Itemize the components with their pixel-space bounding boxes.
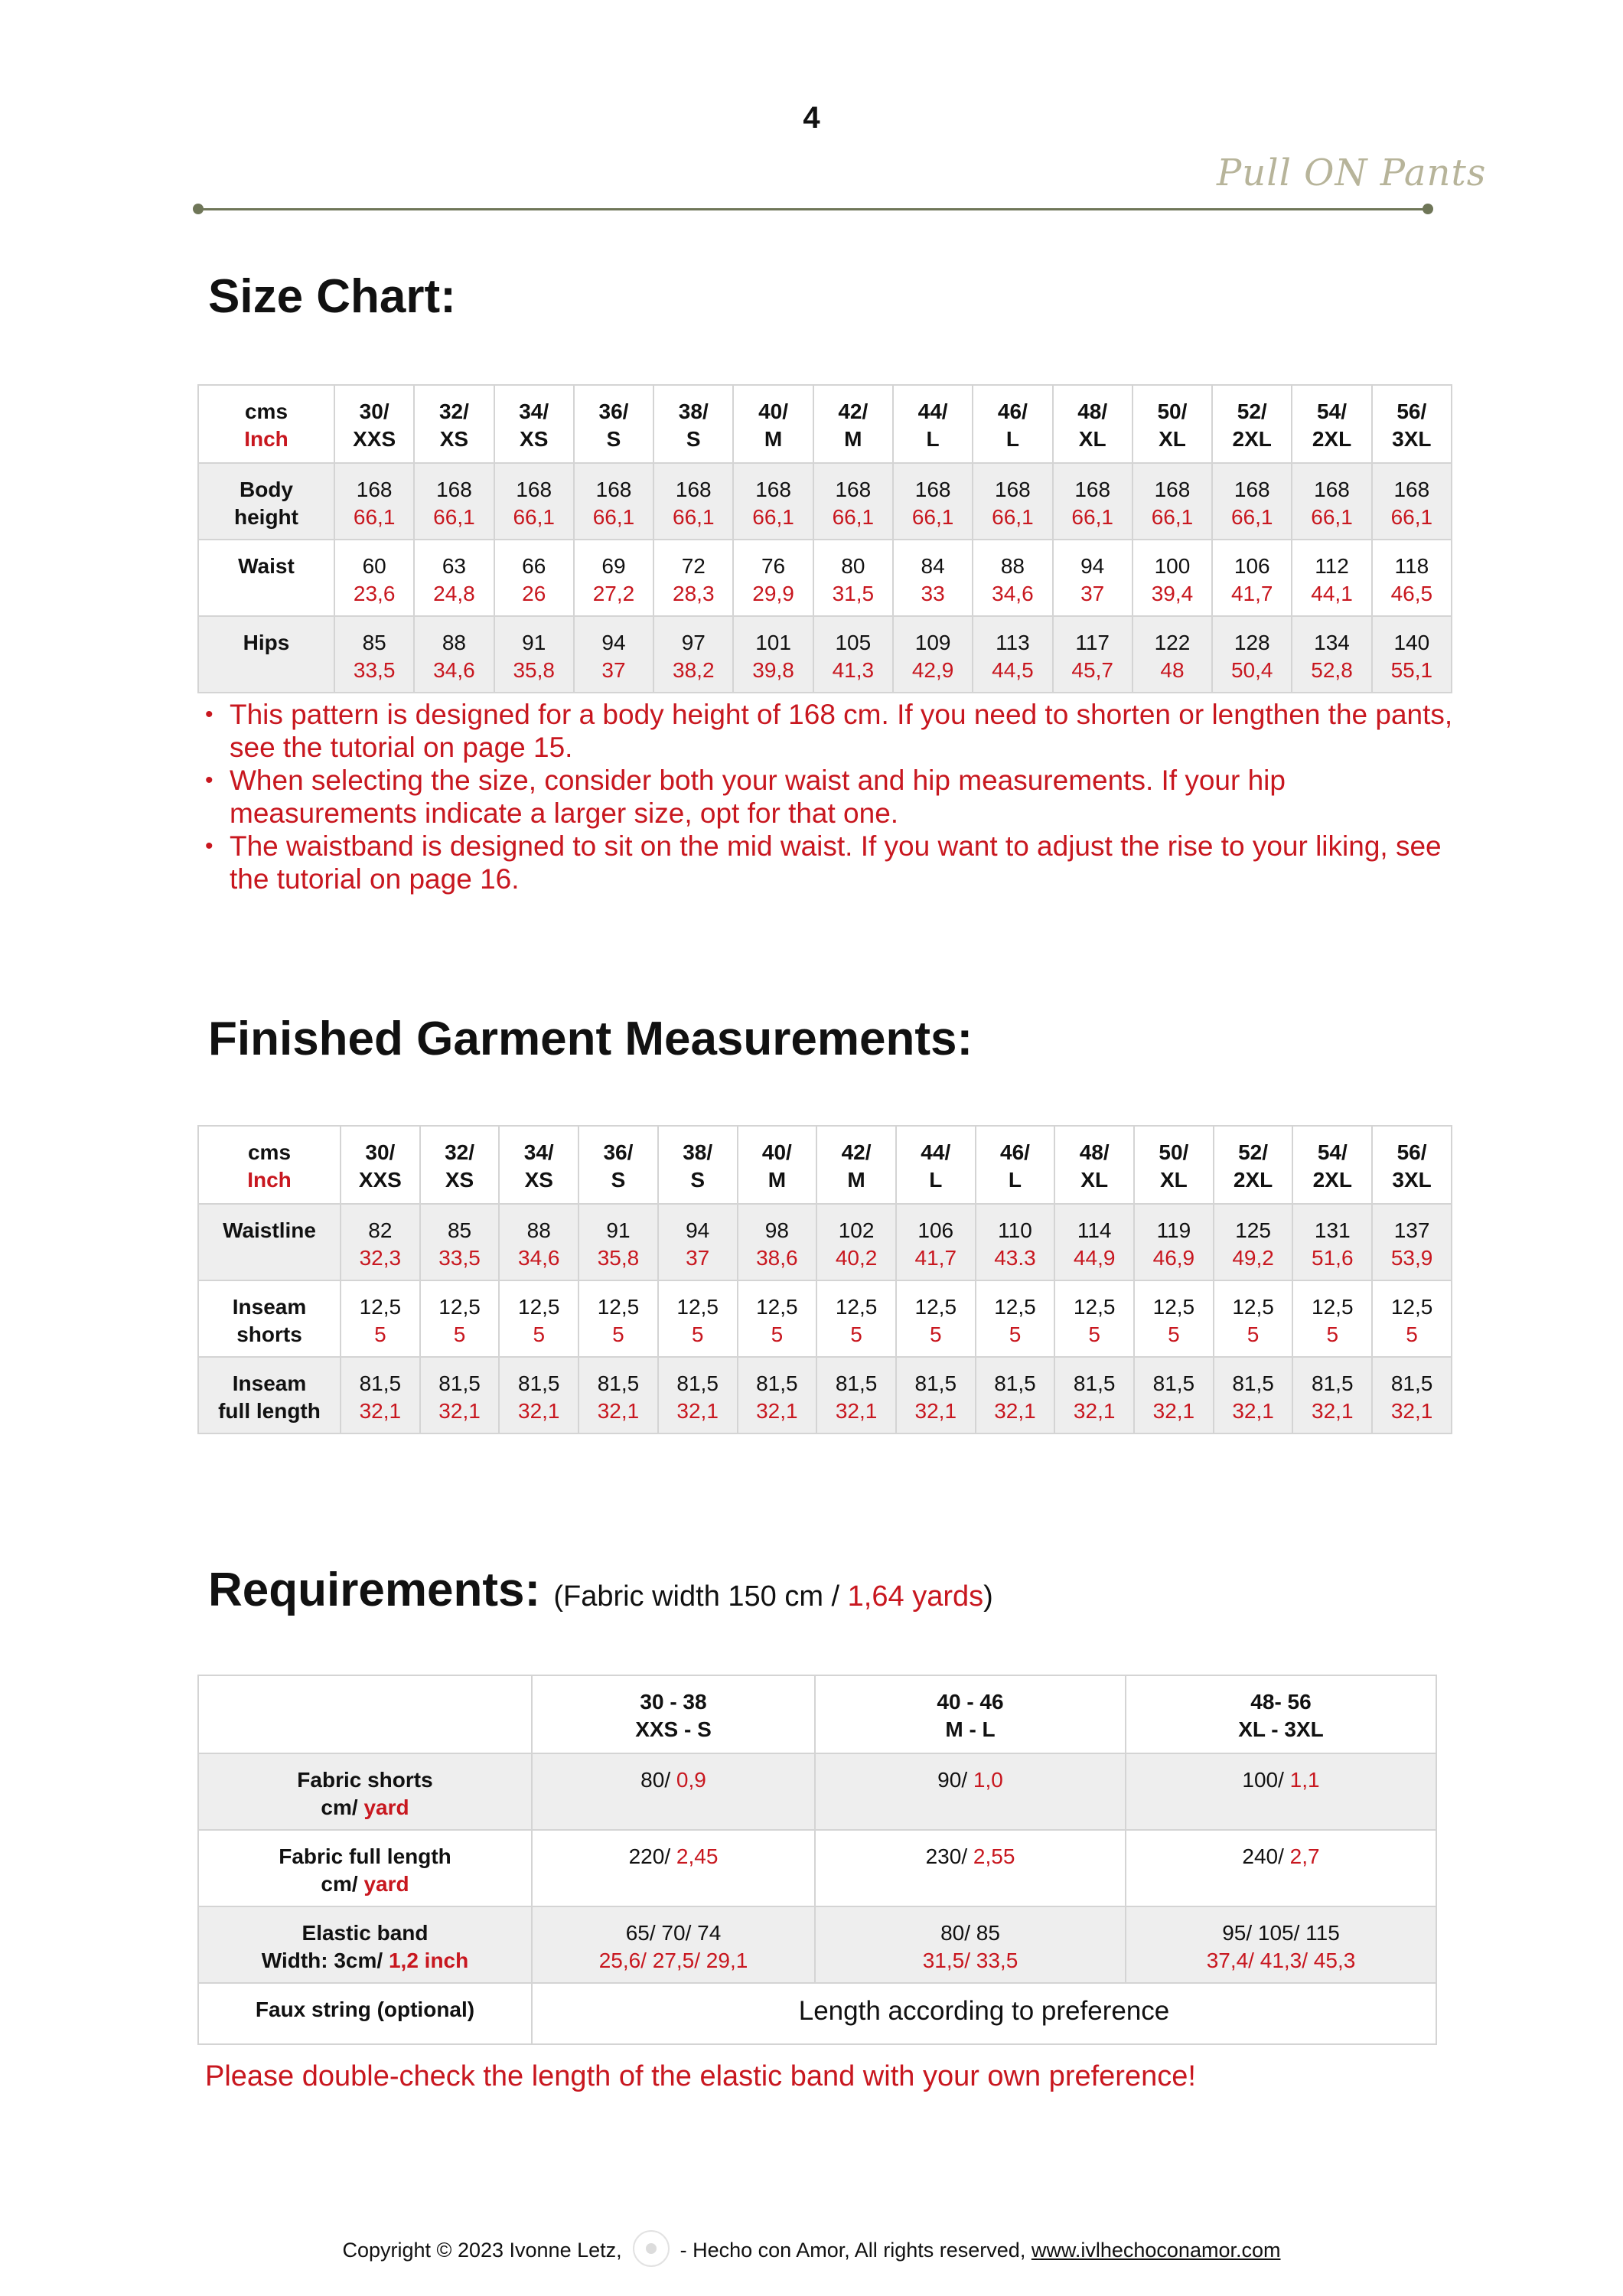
size-group-header: 30 - 38 XXS - S — [532, 1675, 815, 1753]
size-header: 54/ 2XL — [1292, 1126, 1372, 1204]
size-header: 54/ 2XL — [1292, 385, 1371, 463]
table-cell: 80/ 85 31,5/ 33,5 — [815, 1906, 1126, 1983]
measurement-cell: 12,5 5 — [1054, 1280, 1134, 1357]
fabric-shorts-row — [198, 1753, 1436, 1830]
size-header: 30/ XXS — [341, 1126, 420, 1204]
size-note: • This pattern is designed for a body height of 168 cm. If you need to shorten or lengthen the pants, see the tutorial on page 15. — [205, 698, 1460, 764]
size-header: 34/ XS — [494, 385, 574, 463]
measurement-cell: 63 24,8 — [414, 540, 494, 616]
finished-measurements-table — [197, 1125, 1452, 1434]
finished-measurements-title: Finished Garment Measurements: — [208, 1013, 973, 1065]
requirements-title — [208, 1563, 993, 1617]
measurement-cell: 12,5 5 — [420, 1280, 500, 1357]
table-cell: 220/ 2,45 — [532, 1830, 815, 1906]
divider-dot-left — [193, 204, 204, 214]
measurement-cell: 81,5 32,1 — [658, 1357, 738, 1433]
size-chart-header-row — [198, 385, 1452, 463]
size-header: 32/ XS — [420, 1126, 500, 1204]
elastic-warning: Please double-check the length of the elastic band with your own preference! — [205, 2060, 1196, 2092]
size-header: 40/ M — [738, 1126, 817, 1204]
table-cell: 80/ 0,9 — [532, 1753, 815, 1830]
size-header: 36/ S — [578, 1126, 658, 1204]
measurement-cell: 88 34,6 — [973, 540, 1052, 616]
table-cell: 230/ 2,55 — [815, 1830, 1126, 1906]
measurement-cell: 168 66,1 — [414, 463, 494, 540]
size-note: • The waistband is designed to sit on the mid waist. If you want to adjust the rise to your liking, see the tutorial on page 16. — [205, 830, 1460, 895]
measurement-cell: 81,5 32,1 — [341, 1357, 420, 1433]
measurement-cell: 80 31,5 — [813, 540, 893, 616]
row-label: Waist — [198, 540, 334, 616]
size-header: 44/ L — [896, 1126, 976, 1204]
measurement-cell: 12,5 5 — [816, 1280, 896, 1357]
measurement-cell: 168 66,1 — [733, 463, 813, 540]
size-header: 38/ S — [653, 385, 733, 463]
measurement-cell: 106 41,7 — [1212, 540, 1292, 616]
row-label: Fabric shorts cm/ yard — [198, 1753, 532, 1830]
measurement-cell: 134 52,8 — [1292, 616, 1371, 693]
row-label: Inseam shorts — [198, 1280, 341, 1357]
measurement-cell: 12,5 5 — [1292, 1280, 1372, 1357]
measurement-cell: 168 66,1 — [893, 463, 973, 540]
size-header: 48/ XL — [1053, 385, 1133, 463]
measurement-cell: 122 48 — [1133, 616, 1212, 693]
size-header: 42/ M — [813, 385, 893, 463]
copyright-text: Copyright © 2023 Ivonne Letz, — [342, 2239, 622, 2262]
measurement-cell: 81,5 32,1 — [499, 1357, 578, 1433]
measurement-cell: 94 37 — [574, 616, 653, 693]
measurement-cell: 12,5 5 — [976, 1280, 1055, 1357]
measurement-cell: 72 28,3 — [653, 540, 733, 616]
brand-icon — [633, 2230, 670, 2267]
requirements-heading: Requirements: — [208, 1564, 541, 1616]
size-header: 46/ L — [973, 385, 1052, 463]
measurement-cell: 94 37 — [658, 1204, 738, 1280]
measurement-cell: 88 34,6 — [414, 616, 494, 693]
size-header: 56/ 3XL — [1372, 1126, 1452, 1204]
size-chart-table — [197, 384, 1452, 693]
measurement-cell: 12,5 5 — [341, 1280, 420, 1357]
measurement-cell: 119 46,9 — [1134, 1204, 1214, 1280]
table-cell: 65/ 70/ 74 25,6/ 27,5/ 29,1 — [532, 1906, 815, 1983]
measurement-cell: 91 35,8 — [578, 1204, 658, 1280]
size-header: 32/ XS — [414, 385, 494, 463]
size-header: 38/ S — [658, 1126, 738, 1204]
divider-dot-right — [1423, 204, 1433, 214]
row-label: Inseam full length — [198, 1357, 341, 1433]
measurement-cell: 81,5 32,1 — [816, 1357, 896, 1433]
measurement-cell: 137 53,9 — [1372, 1204, 1452, 1280]
measurement-cell: 140 55,1 — [1372, 616, 1452, 693]
row-label: Fabric full length cm/ yard — [198, 1830, 532, 1906]
size-header: 36/ S — [574, 385, 653, 463]
measurement-cell: 106 41,7 — [896, 1204, 976, 1280]
measurement-cell: 168 66,1 — [813, 463, 893, 540]
measurement-cell: 105 41,3 — [813, 616, 893, 693]
brand-logo: Pull ON Pants — [1217, 152, 1487, 194]
footer — [0, 2233, 1623, 2270]
measurement-cell: 12,5 5 — [1372, 1280, 1452, 1357]
measurement-cell: 131 51,6 — [1292, 1204, 1372, 1280]
measurement-cell: 114 44,9 — [1054, 1204, 1134, 1280]
table-cell: 240/ 2,7 — [1126, 1830, 1436, 1906]
requirements-header-row — [198, 1675, 1436, 1753]
finished-header-row — [198, 1126, 1452, 1204]
measurement-row — [198, 463, 1452, 540]
measurement-cell: 82 32,3 — [341, 1204, 420, 1280]
measurement-cell: 168 66,1 — [494, 463, 574, 540]
size-group-header: 48- 56 XL - 3XL — [1126, 1675, 1436, 1753]
unit-header-cell: cms Inch — [198, 1126, 341, 1204]
measurement-cell: 12,5 5 — [1214, 1280, 1293, 1357]
measurement-cell: 101 39,8 — [733, 616, 813, 693]
measurement-cell: 12,5 5 — [658, 1280, 738, 1357]
measurement-cell: 12,5 5 — [499, 1280, 578, 1357]
measurement-cell: 98 38,6 — [738, 1204, 817, 1280]
measurement-cell: 81,5 32,1 — [896, 1357, 976, 1433]
measurement-cell: 168 66,1 — [973, 463, 1052, 540]
measurement-cell: 81,5 32,1 — [1054, 1357, 1134, 1433]
size-header: 52/ 2XL — [1212, 385, 1292, 463]
measurement-cell: 85 33,5 — [420, 1204, 500, 1280]
row-label: Body height — [198, 463, 334, 540]
measurement-cell: 12,5 5 — [1134, 1280, 1214, 1357]
size-header: 30/ XXS — [334, 385, 414, 463]
size-header: 34/ XS — [499, 1126, 578, 1204]
header-divider — [197, 208, 1428, 210]
size-header: 42/ M — [816, 1126, 896, 1204]
measurement-row — [198, 1357, 1452, 1433]
measurement-cell: 118 46,5 — [1372, 540, 1452, 616]
size-header: 46/ L — [976, 1126, 1055, 1204]
measurement-cell: 91 35,8 — [494, 616, 574, 693]
measurement-cell: 168 66,1 — [653, 463, 733, 540]
measurement-cell: 76 29,9 — [733, 540, 813, 616]
measurement-cell: 12,5 5 — [896, 1280, 976, 1357]
row-label: Hips — [198, 616, 334, 693]
size-header: 40/ M — [733, 385, 813, 463]
size-header: 50/ XL — [1134, 1126, 1214, 1204]
row-label: Waistline — [198, 1204, 341, 1280]
measurement-cell: 168 66,1 — [1212, 463, 1292, 540]
measurement-cell: 81,5 32,1 — [578, 1357, 658, 1433]
measurement-cell: 168 66,1 — [1053, 463, 1133, 540]
measurement-cell: 97 38,2 — [653, 616, 733, 693]
unit-header-cell: cms Inch — [198, 385, 334, 463]
faux-string-row — [198, 1983, 1436, 2044]
requirements-corner-cell — [198, 1675, 532, 1753]
elastic-band-row — [198, 1906, 1436, 1983]
measurement-row — [198, 1280, 1452, 1357]
measurement-cell: 81,5 32,1 — [1372, 1357, 1452, 1433]
measurement-cell: 81,5 32,1 — [738, 1357, 817, 1433]
measurement-cell: 88 34,6 — [499, 1204, 578, 1280]
measurement-cell: 125 49,2 — [1214, 1204, 1293, 1280]
measurement-row — [198, 1204, 1452, 1280]
measurement-cell: 81,5 32,1 — [1292, 1357, 1372, 1433]
measurement-cell: 168 66,1 — [1372, 463, 1452, 540]
measurement-cell: 168 66,1 — [1292, 463, 1371, 540]
measurement-row — [198, 540, 1452, 616]
measurement-cell: 100 39,4 — [1133, 540, 1212, 616]
page-number: 4 — [803, 101, 820, 135]
size-header: 44/ L — [893, 385, 973, 463]
measurement-cell: 60 23,6 — [334, 540, 414, 616]
measurement-cell: 85 33,5 — [334, 616, 414, 693]
size-chart-title: Size Chart: — [208, 270, 456, 323]
website-link[interactable]: www.ivlhechoconamor.com — [1031, 2239, 1281, 2262]
measurement-cell: 112 44,1 — [1292, 540, 1371, 616]
rights-text: - Hecho con Amor, All rights reserved, — [680, 2239, 1026, 2262]
measurement-row — [198, 616, 1452, 693]
fabric-full-length-row — [198, 1830, 1436, 1906]
measurement-cell: 102 40,2 — [816, 1204, 896, 1280]
size-header: 50/ XL — [1133, 385, 1212, 463]
measurement-cell: 94 37 — [1053, 540, 1133, 616]
measurement-cell: 117 45,7 — [1053, 616, 1133, 693]
measurement-cell: 109 42,9 — [893, 616, 973, 693]
row-label: Faux string (optional) — [198, 1983, 532, 2044]
size-group-header: 40 - 46 M - L — [815, 1675, 1126, 1753]
table-cell: 90/ 1,0 — [815, 1753, 1126, 1830]
faux-string-value: Length according to preference — [532, 1983, 1436, 2044]
size-notes — [205, 698, 1460, 895]
table-cell: 100/ 1,1 — [1126, 1753, 1436, 1830]
size-header: 56/ 3XL — [1372, 385, 1452, 463]
table-cell: 95/ 105/ 115 37,4/ 41,3/ 45,3 — [1126, 1906, 1436, 1983]
measurement-cell: 113 44,5 — [973, 616, 1052, 693]
size-note: • When selecting the size, consider both your waist and hip measurements. If your hip measurements indicate a larger size, opt for that one. — [205, 764, 1460, 830]
measurement-cell: 69 27,2 — [574, 540, 653, 616]
requirements-table — [197, 1675, 1437, 2045]
measurement-cell: 168 66,1 — [1133, 463, 1212, 540]
measurement-cell: 81,5 32,1 — [976, 1357, 1055, 1433]
size-header: 52/ 2XL — [1214, 1126, 1293, 1204]
measurement-cell: 81,5 32,1 — [1134, 1357, 1214, 1433]
size-header: 48/ XL — [1054, 1126, 1134, 1204]
fabric-width-note: (Fabric width 150 cm / 1,64 yards) — [553, 1580, 993, 1613]
measurement-cell: 12,5 5 — [578, 1280, 658, 1357]
row-label: Elastic band Width: 3cm/ 1,2 inch — [198, 1906, 532, 1983]
measurement-cell: 110 43.3 — [976, 1204, 1055, 1280]
measurement-cell: 128 50,4 — [1212, 616, 1292, 693]
measurement-cell: 168 66,1 — [574, 463, 653, 540]
measurement-cell: 81,5 32,1 — [420, 1357, 500, 1433]
measurement-cell: 66 26 — [494, 540, 574, 616]
measurement-cell: 12,5 5 — [738, 1280, 817, 1357]
measurement-cell: 168 66,1 — [334, 463, 414, 540]
measurement-cell: 84 33 — [893, 540, 973, 616]
measurement-cell: 81,5 32,1 — [1214, 1357, 1293, 1433]
